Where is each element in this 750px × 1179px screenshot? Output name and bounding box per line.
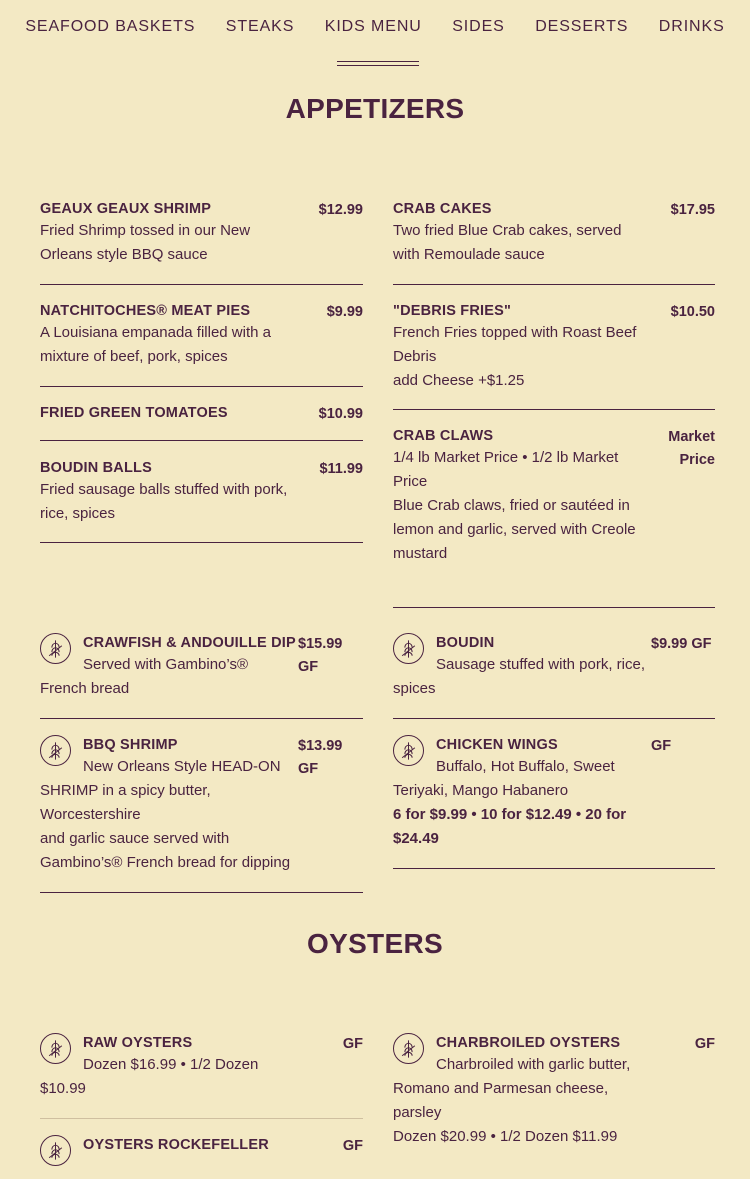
item-desc: Teriyaki, Mango Habanero	[393, 782, 569, 799]
item-name: CHICKEN WINGS	[436, 737, 558, 753]
item-price: $10.50	[670, 304, 715, 320]
menu-item	[40, 719, 363, 893]
nav-kids-menu[interactable]: KIDS MENU	[324, 18, 422, 35]
item-desc: mustard	[393, 545, 448, 562]
gluten-free-icon	[40, 735, 71, 766]
menu-item	[40, 285, 363, 387]
menu-item	[393, 1033, 715, 1163]
item-price: Market Price	[668, 429, 715, 468]
item-price: $9.99 GF	[651, 636, 712, 652]
item-desc: $10.99	[40, 1080, 86, 1097]
appetizers-title: APPETIZERS	[285, 93, 465, 124]
menu-item	[40, 633, 363, 719]
item-name: BOUDIN	[436, 635, 495, 651]
menu-item	[393, 285, 715, 410]
gluten-free-icon	[40, 1135, 71, 1166]
menu-item	[40, 1033, 363, 1119]
item-desc: spices	[393, 680, 436, 697]
item-desc: Worcestershire	[40, 806, 141, 823]
item-desc: add Cheese +$1.25	[393, 372, 525, 389]
item-desc: Fried Shrimp tossed in our New	[40, 222, 251, 239]
menu-item	[393, 719, 715, 869]
item-price: GF	[651, 738, 672, 754]
item-name: NATCHITOCHES® MEAT PIES	[40, 303, 251, 319]
item-desc: Dozen $16.99 • 1/2 Dozen	[83, 1056, 259, 1073]
menu-item	[40, 199, 363, 285]
gluten-free-icon	[393, 735, 424, 766]
item-desc: rice, spices	[40, 505, 116, 522]
item-desc: Romano and Parmesan cheese,	[393, 1080, 609, 1097]
item-price-options: 6 for $9.99 • 10 for $12.49 • 20 for	[393, 806, 627, 823]
nav-seafood-baskets[interactable]: SEAFOOD BASKETS	[25, 18, 196, 35]
appetizers-left-column	[40, 199, 363, 543]
nav-desserts[interactable]: DESSERTS	[535, 18, 629, 35]
item-name: OYSTERS ROCKEFELLER	[83, 1137, 269, 1153]
gluten-free-icon	[393, 633, 424, 664]
item-name: CRAB CLAWS	[393, 428, 494, 444]
oysters-title: OYSTERS	[307, 928, 443, 959]
item-desc: Price	[393, 473, 428, 490]
gluten-free-icon	[40, 633, 71, 664]
item-price: $10.99	[318, 406, 363, 422]
item-desc: parsley	[393, 1104, 442, 1121]
oysters-left-column	[40, 1033, 363, 1179]
item-desc: Blue Crab claws, fried or sautéed in	[393, 497, 630, 514]
item-desc: and garlic sauce served with	[40, 830, 230, 847]
item-desc: Gambino’s® French bread for dipping	[40, 854, 291, 871]
item-desc: Two fried Blue Crab cakes, served	[393, 222, 622, 239]
item-desc: Sausage stuffed with pork, rice,	[436, 656, 646, 673]
menu-item	[393, 410, 715, 608]
item-name: RAW OYSTERS	[83, 1035, 193, 1051]
item-desc: French Fries topped with Roast Beef	[393, 324, 637, 341]
oysters-right-column	[393, 1033, 715, 1163]
menu-item	[393, 633, 715, 719]
item-desc: mixture of beef, pork, spices	[40, 348, 228, 365]
item-name: FRIED GREEN TOMATOES	[40, 405, 228, 421]
item-price: $13.99 GF	[298, 738, 343, 777]
item-price-options: $24.49	[393, 830, 439, 847]
item-desc: Dozen $20.99 • 1/2 Dozen $11.99	[393, 1128, 618, 1145]
item-desc: Debris	[393, 348, 437, 365]
nav-drinks[interactable]: DRINKS	[658, 18, 725, 35]
item-desc: A Louisiana empanada filled with a	[40, 324, 271, 341]
item-price: GF	[694, 1036, 715, 1052]
gluten-free-icon	[40, 1033, 71, 1064]
item-desc: Fried sausage balls stuffed with pork,	[40, 481, 288, 498]
nav-sides[interactable]: SIDES	[452, 18, 505, 35]
menu-nav	[0, 18, 750, 36]
nav-steaks[interactable]: STEAKS	[225, 18, 295, 35]
item-price: $11.99	[319, 461, 363, 477]
appetizers-right-column	[393, 199, 715, 608]
gluten-free-icon	[393, 1033, 424, 1064]
item-desc: Charbroiled with garlic butter,	[436, 1056, 631, 1073]
menu-item	[40, 441, 363, 543]
item-name: CRAB CAKES	[393, 201, 492, 217]
item-price: $15.99 GF	[298, 636, 343, 675]
item-price: GF	[342, 1036, 363, 1052]
item-desc: with Remoulade sauce	[393, 246, 545, 263]
nav-divider	[337, 61, 419, 66]
item-name: GEAUX GEAUX SHRIMP	[40, 201, 212, 217]
menu-item	[393, 199, 715, 285]
item-desc: lemon and garlic, served with Creole	[393, 521, 636, 538]
item-desc: 1/4 lb Market Price • 1/2 lb Market	[393, 449, 619, 466]
item-name: "DEBRIS FRIES"	[393, 303, 512, 319]
item-name: BOUDIN BALLS	[40, 460, 152, 476]
item-price: $12.99	[318, 202, 363, 218]
appetizers-gf-left-column	[40, 633, 363, 893]
item-desc: French bread	[40, 680, 130, 697]
item-price: $9.99	[326, 304, 363, 320]
item-name: CRAWFISH & ANDOUILLE DIP	[83, 635, 296, 651]
item-price: $17.95	[670, 202, 715, 218]
menu-item	[40, 387, 363, 441]
item-name: BBQ SHRIMP	[83, 737, 178, 753]
appetizers-gf-right-column	[393, 633, 715, 869]
item-desc: New Orleans Style HEAD-ON	[83, 758, 281, 775]
item-desc: Buffalo, Hot Buffalo, Sweet	[436, 758, 615, 775]
item-name: CHARBROILED OYSTERS	[436, 1035, 621, 1051]
item-price: GF	[342, 1138, 363, 1154]
item-desc: Orleans style BBQ sauce	[40, 246, 208, 263]
menu-item	[40, 1119, 363, 1179]
item-desc: Served with Gambino’s®	[83, 656, 249, 673]
item-desc: SHRIMP in a spicy butter,	[40, 782, 211, 799]
